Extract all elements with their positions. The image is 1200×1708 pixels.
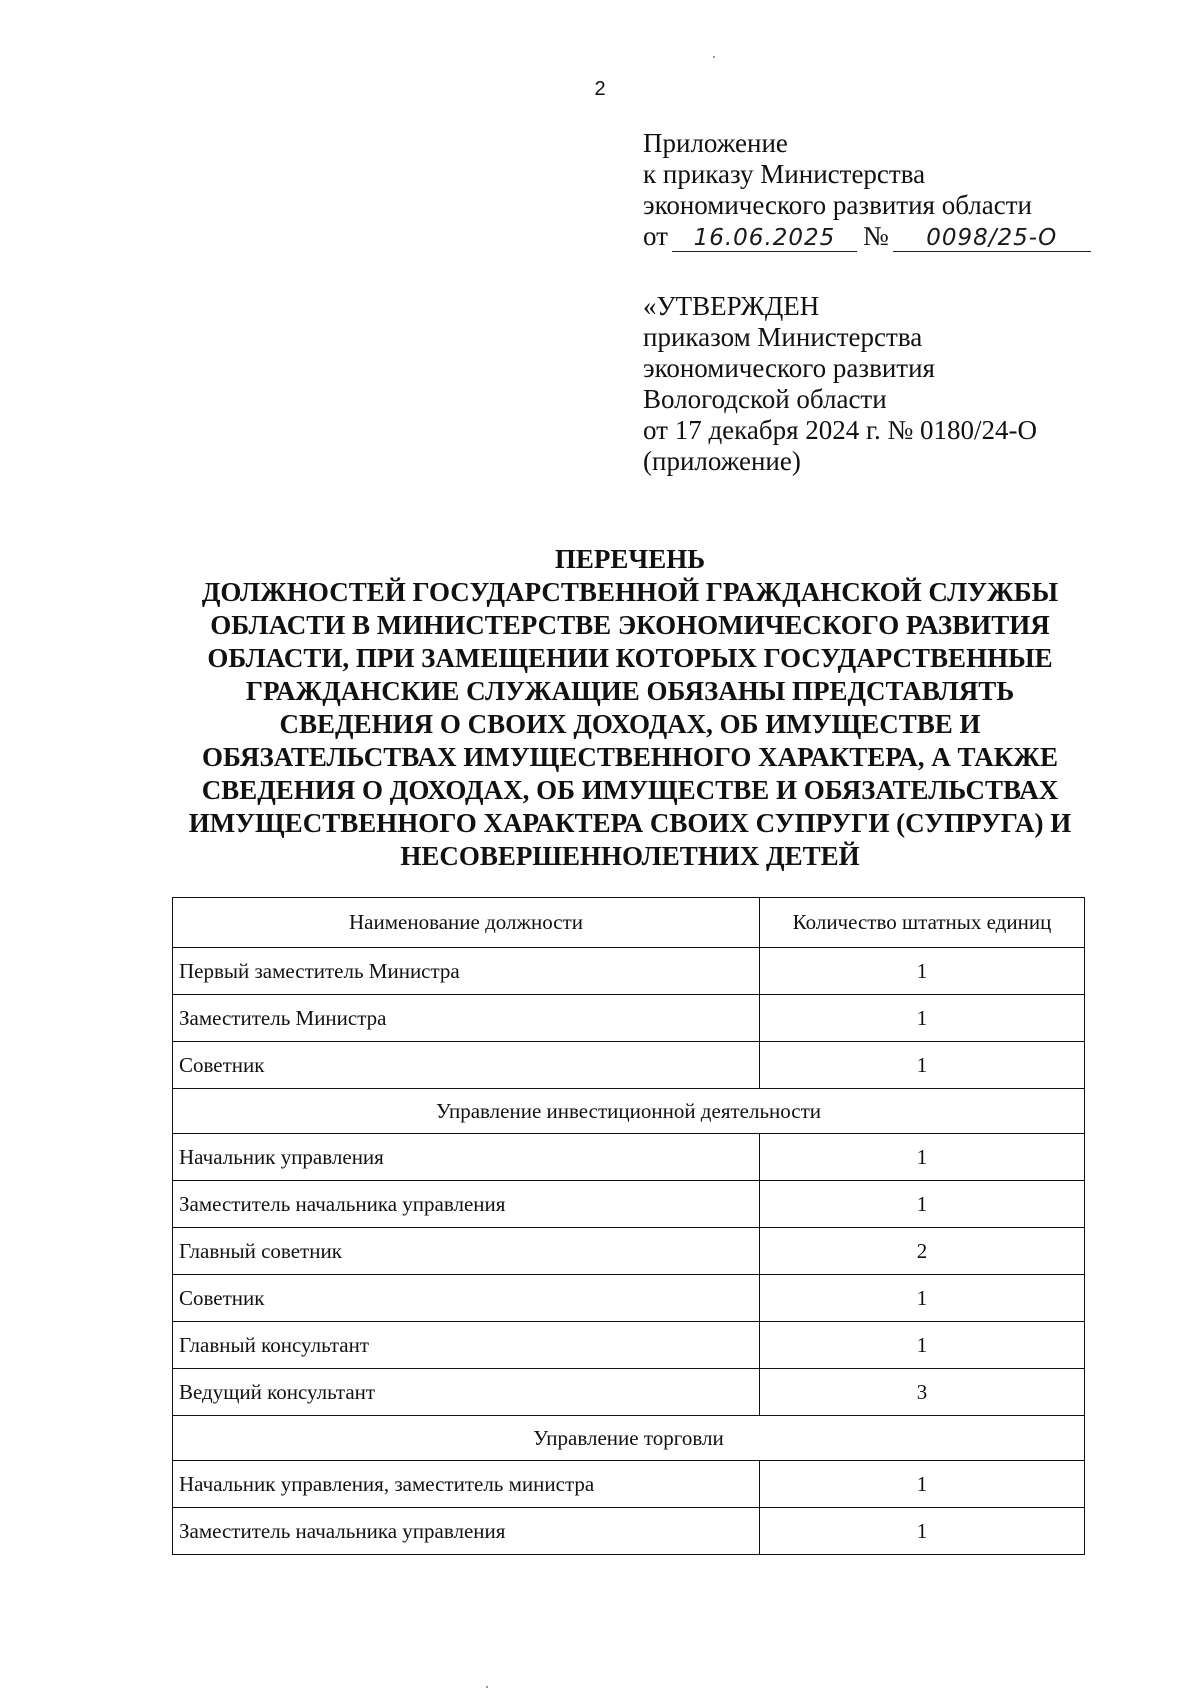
- position-name: Ведущий консультант: [173, 1369, 760, 1416]
- position-name: Главный консультант: [173, 1322, 760, 1369]
- handwritten-number: 0098/25-О: [893, 226, 1091, 252]
- appendix-date-line: [643, 221, 1091, 252]
- position-count: 2: [760, 1228, 1085, 1275]
- position-name: Советник: [173, 1042, 760, 1089]
- approval-line: от 17 декабря 2024 г. № 0180/24-О: [643, 415, 1038, 445]
- title-line: ПЕРЕЧЕНЬ: [554, 544, 706, 574]
- section-heading: Управление инвестиционной деятельности: [173, 1089, 1085, 1134]
- table-row: [173, 1134, 1085, 1181]
- title-line: СВЕДЕНИЯ О ДОХОДАХ, ОБ ИМУЩЕСТВЕ И ОБЯЗАТЕЛЬСТВАХ: [201, 775, 1059, 805]
- title-line: ГРАЖДАНСКИЕ СЛУЖАЩИЕ ОБЯЗАНЫ ПРЕДСТАВЛЯТЬ: [245, 676, 1015, 706]
- approval-line: приказом Министерства: [643, 322, 923, 352]
- appendix-block: [643, 128, 1091, 252]
- position-name: Заместитель начальника управления: [173, 1508, 760, 1555]
- positions-table: [172, 897, 1085, 1555]
- title-line: ОБЛАСТИ В МИНИСТЕРСТВЕ ЭКОНОМИЧЕСКОГО РАЗВИТИЯ: [210, 610, 1050, 640]
- position-name: Первый заместитель Министра: [173, 948, 760, 995]
- title-line: СВЕДЕНИЯ О СВОИХ ДОХОДАХ, ОБ ИМУЩЕСТВЕ И: [279, 709, 981, 739]
- table-row: [173, 1228, 1085, 1275]
- position-count: 1: [760, 1275, 1085, 1322]
- table-header-row: [173, 898, 1085, 948]
- table-row: [173, 1508, 1085, 1555]
- position-name: Главный советник: [173, 1228, 760, 1275]
- table-row: [173, 1042, 1085, 1089]
- approval-line: экономического развития: [643, 353, 935, 383]
- position-count: 1: [760, 1042, 1085, 1089]
- approval-line: Вологодской области: [643, 384, 887, 414]
- approval-line: «УТВЕРЖДЕН: [643, 291, 820, 321]
- position-count: 1: [760, 1322, 1085, 1369]
- position-count: 3: [760, 1369, 1085, 1416]
- table-row: [173, 995, 1085, 1042]
- position-count: 1: [760, 948, 1085, 995]
- position-name: Начальник управления: [173, 1134, 760, 1181]
- column-header-position: Наименование должности: [173, 898, 760, 948]
- scan-speck: [713, 56, 715, 58]
- position-count: 1: [760, 995, 1085, 1042]
- title-line: ИМУЩЕСТВЕННОГО ХАРАКТЕРА СВОИХ СУПРУГИ (СУПРУГА) И: [188, 808, 1072, 838]
- table-row: [173, 1275, 1085, 1322]
- position-name: Заместитель Министра: [173, 995, 760, 1042]
- table-row: [173, 1369, 1085, 1416]
- approval-line: (приложение): [643, 446, 801, 476]
- column-header-count: Количество штатных единиц: [760, 898, 1085, 948]
- position-count: 1: [760, 1181, 1085, 1228]
- scan-speck: [486, 1686, 488, 1688]
- approval-block: [643, 291, 1037, 477]
- title-line: ОБЯЗАТЕЛЬСТВАХ ИМУЩЕСТВЕННОГО ХАРАКТЕРА, А ТАКЖЕ: [202, 742, 1058, 772]
- table-row: [173, 1322, 1085, 1369]
- table-row: [173, 948, 1085, 995]
- title-line: НЕСОВЕРШЕННОЛЕТНИХ ДЕТЕЙ: [400, 841, 860, 871]
- title-line: ОБЛАСТИ, ПРИ ЗАМЕЩЕНИИ КОТОРЫХ ГОСУДАРСТВЕННЫЕ: [207, 643, 1053, 673]
- document-title: [140, 543, 1120, 873]
- date-prefix: от: [643, 221, 668, 251]
- position-name: Заместитель начальника управления: [173, 1181, 760, 1228]
- number-sign: №: [862, 221, 889, 251]
- appendix-line: экономического развития области: [643, 190, 1032, 220]
- section-heading: Управление торговли: [173, 1416, 1085, 1461]
- position-count: 1: [760, 1508, 1085, 1555]
- table-section-row: [173, 1416, 1085, 1461]
- page-number: 2: [594, 78, 606, 100]
- position-count: 1: [760, 1461, 1085, 1508]
- position-name: Начальник управления, заместитель министра: [173, 1461, 760, 1508]
- position-name: Советник: [173, 1275, 760, 1322]
- position-count: 1: [760, 1134, 1085, 1181]
- table-row: [173, 1461, 1085, 1508]
- table-row: [173, 1181, 1085, 1228]
- handwritten-date: 16.06.2025: [672, 226, 857, 252]
- table-section-row: [173, 1089, 1085, 1134]
- title-line: ДОЛЖНОСТЕЙ ГОСУДАРСТВЕННОЙ ГРАЖДАНСКОЙ СЛУЖБЫ: [201, 577, 1059, 607]
- appendix-line: Приложение: [643, 128, 788, 158]
- appendix-line: к приказу Министерства: [643, 159, 926, 189]
